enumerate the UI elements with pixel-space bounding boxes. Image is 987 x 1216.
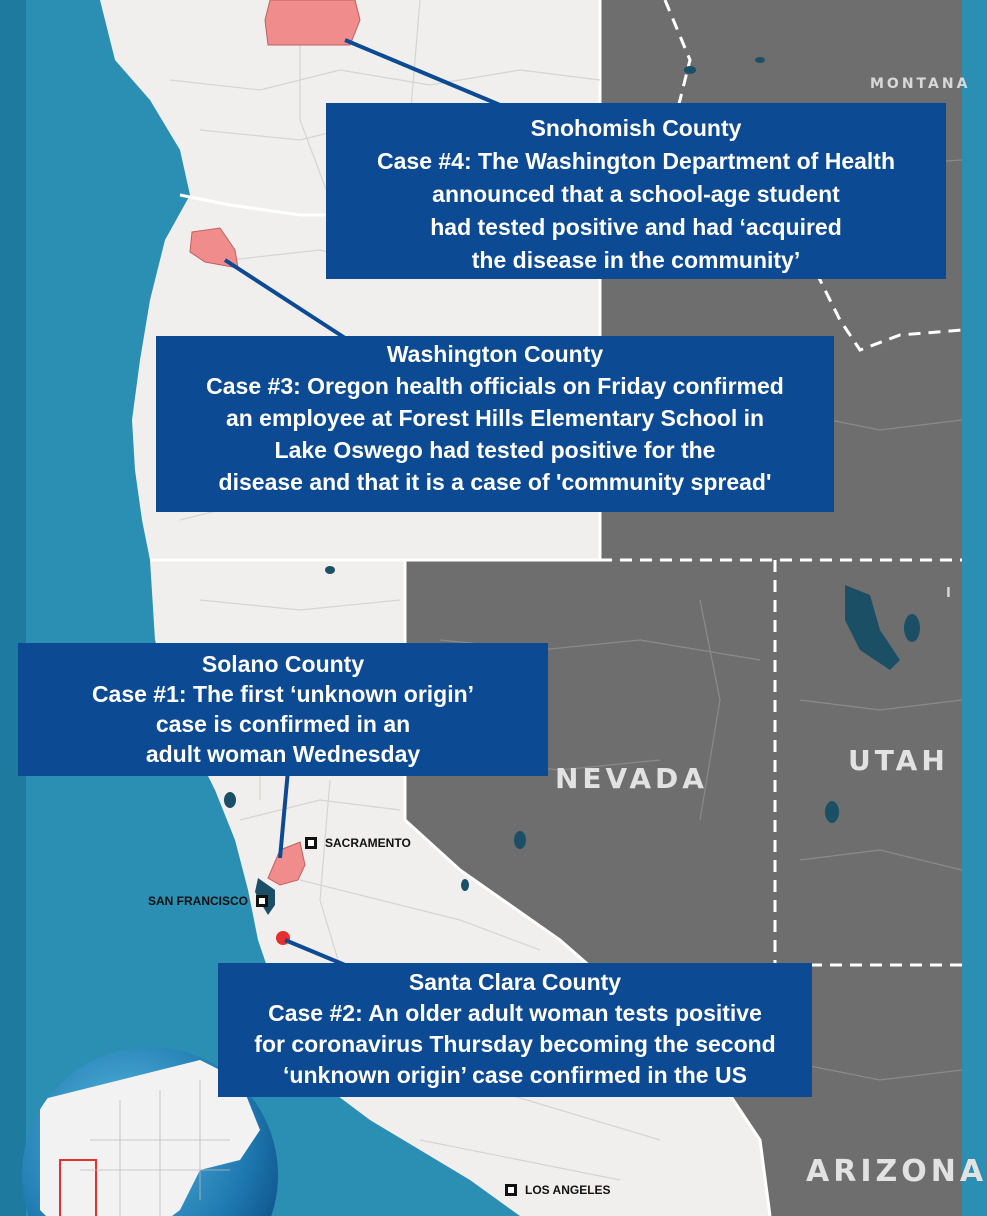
callout-line: Case #2: An older adult woman tests positive — [268, 1000, 762, 1026]
city-marker-icon — [256, 895, 268, 907]
callout-line: Case #3: Oregon health officials on Friday confirmed — [206, 373, 784, 399]
callout-line: had tested positive and had ‘acquired — [430, 214, 842, 240]
callout-line: an employee at Forest Hills Elementary School in — [225, 405, 765, 431]
callout-line: for coronavirus Thursday becoming the second — [254, 1031, 776, 1057]
state-label-arizona: ARIZONA — [806, 1154, 987, 1189]
callout-title: Washington County — [386, 341, 604, 367]
state-label-idaho-partial: I — [946, 586, 955, 601]
state-label-montana: MONTANA — [870, 76, 971, 92]
callout-line: Lake Oswego had tested positive for the — [274, 437, 716, 463]
callout-santa-clara — [218, 963, 812, 1097]
state-label-utah: UTAH — [848, 744, 949, 777]
callout-title: Santa Clara County — [408, 969, 622, 995]
callout-line: Case #1: The first ‘unknown origin’ — [91, 681, 475, 707]
callout-line: the disease in the community’ — [471, 247, 801, 273]
state-label-nevada: NEVADA — [555, 762, 708, 795]
city-san-francisco — [148, 894, 268, 908]
callout-line: adult woman Wednesday — [145, 741, 421, 767]
city-marker-icon — [505, 1184, 517, 1196]
callout-solano — [18, 643, 548, 776]
city-label: SACRAMENTO — [325, 836, 411, 850]
callout-line: ‘unknown origin’ case confirmed in the US — [283, 1062, 747, 1088]
ocean-edge — [0, 0, 26, 1216]
callout-line: Case #4: The Washington Department of Health — [377, 148, 895, 174]
callout-title: Snohomish County — [530, 115, 742, 141]
callout-title: Solano County — [201, 651, 365, 677]
callout-line: announced that a school-age student — [432, 181, 840, 207]
city-sacramento — [305, 836, 411, 850]
callout-snohomish — [326, 103, 946, 279]
callout-washington — [156, 336, 834, 512]
city-marker-icon — [305, 837, 317, 849]
city-label: LOS ANGELES — [525, 1183, 611, 1197]
city-label: SAN FRANCISCO — [148, 894, 249, 908]
callout-line: disease and that it is a case of 'community spread' — [218, 469, 772, 495]
city-los-angeles — [505, 1183, 611, 1197]
callout-line: case is confirmed in an — [155, 711, 411, 737]
